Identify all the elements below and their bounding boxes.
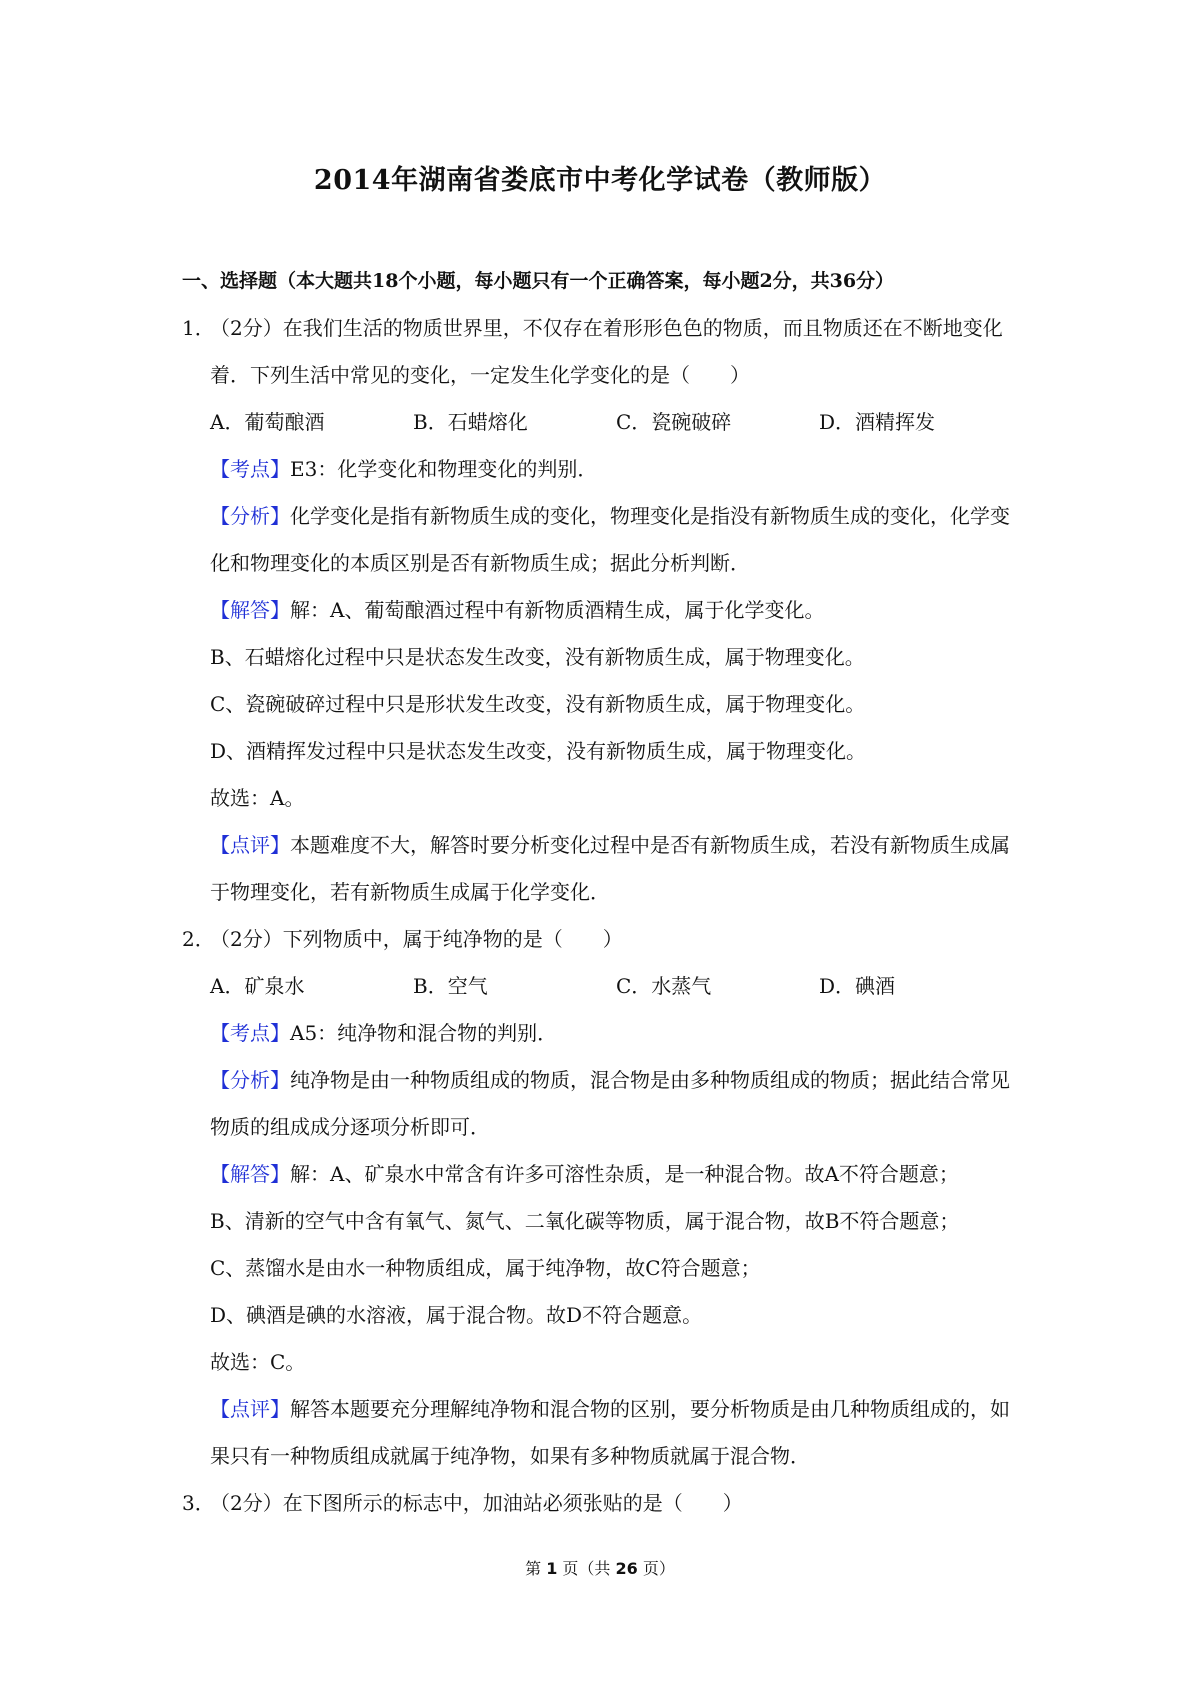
options-row xyxy=(182,963,1022,1010)
question-stem xyxy=(182,305,1022,399)
jieda-line: C、蒸馏水是由水一种物质组成，属于纯净物，故C符合题意； xyxy=(210,1256,761,1280)
footer-prefix: 第 xyxy=(525,1559,542,1578)
footer-total-pages: 26 xyxy=(615,1559,638,1578)
jieda-block xyxy=(182,1151,1022,1198)
option-a: A．矿泉水 xyxy=(210,974,305,998)
fenxi-block xyxy=(182,1057,1022,1151)
question-stem xyxy=(182,916,1022,963)
option-d: D．酒精挥发 xyxy=(819,410,936,434)
jieda-line: B、清新的空气中含有氧气、氮气、二氧化碳等物质，属于混合物，故B不符合题意； xyxy=(210,1209,960,1233)
question-number: 1． xyxy=(182,316,215,340)
document-title: 2014年湖南省娄底市中考化学试卷（教师版） xyxy=(313,165,887,196)
dianping-block xyxy=(182,822,1022,916)
option-b: B．空气 xyxy=(413,974,488,998)
options-row xyxy=(182,399,1022,446)
fenxi-tag: 【分析】 xyxy=(210,504,290,528)
kaodian-block xyxy=(182,446,1022,493)
kaodian-tag: 【考点】 xyxy=(210,1021,290,1045)
kaodian-text: A5：纯净物和混合物的判别． xyxy=(290,1021,558,1045)
jieda-line: D、碘酒是碘的水溶液，属于混合物。故D不符合题意。 xyxy=(210,1303,703,1327)
question-3 xyxy=(182,1480,1022,1527)
option-a: A．葡萄酿酒 xyxy=(210,410,325,434)
dianping-text: 本题难度不大，解答时要分析变化过程中是否有新物质生成，若没有新物质生成属于物理变化，若有新物质生成属于化学变化． xyxy=(210,833,1010,904)
answer-line: 故选：C。 xyxy=(210,1350,306,1374)
footer-page-number: 1 xyxy=(546,1559,558,1578)
footer-middle: 页（共 xyxy=(562,1559,611,1578)
section-heading: 一、选择题（本大题共18个小题，每小题只有一个正确答案，每小题2分，共36分） xyxy=(182,270,895,292)
question-number: 2． xyxy=(182,927,215,951)
fenxi-text: 化学变化是指有新物质生成的变化，物理变化是指没有新物质生成的变化，化学变化和物理变化的本质区别是否有新物质生成；据此分析判断． xyxy=(210,504,1010,575)
dianping-tag: 【点评】 xyxy=(210,833,290,857)
jieda-text: 解：A、矿泉水中常含有许多可溶性杂质，是一种混合物。故A不符合题意； xyxy=(290,1162,959,1186)
footer-suffix: 页） xyxy=(642,1559,675,1578)
kaodian-block xyxy=(182,1010,1022,1057)
jieda-line: B、石蜡熔化过程中只是状态发生改变，没有新物质生成，属于物理变化。 xyxy=(210,645,865,669)
jieda-line: C、瓷碗破碎过程中只是形状发生改变，没有新物质生成，属于物理变化。 xyxy=(210,692,866,716)
answer-line: 故选：A。 xyxy=(210,786,305,810)
question-text: （2分）下列物质中，属于纯净物的是（ ） xyxy=(210,927,623,951)
question-number: 3． xyxy=(182,1491,215,1515)
option-c: C．水蒸气 xyxy=(616,974,712,998)
question-stem xyxy=(182,1480,1022,1527)
question-list xyxy=(182,305,1022,1527)
jieda-tag: 【解答】 xyxy=(210,1162,290,1186)
kaodian-tag: 【考点】 xyxy=(210,457,290,481)
jieda-block xyxy=(182,587,1022,634)
jieda-line: D、酒精挥发过程中只是状态发生改变，没有新物质生成，属于物理变化。 xyxy=(210,739,867,763)
kaodian-text: E3：化学变化和物理变化的判别． xyxy=(290,457,598,481)
question-text: （2分）在下图所示的标志中，加油站必须张贴的是（ ） xyxy=(210,1491,743,1515)
dianping-text: 解答本题要充分理解纯净物和混合物的区别，要分析物质是由几种物质组成的，如果只有一种物质组成就属于纯净物，如果有多种物质就属于混合物． xyxy=(210,1397,1010,1468)
jieda-tag: 【解答】 xyxy=(210,598,290,622)
jieda-text: 解：A、葡萄酿酒过程中有新物质酒精生成，属于化学变化。 xyxy=(290,598,825,622)
fenxi-block xyxy=(182,493,1022,587)
question-1 xyxy=(182,305,1022,916)
option-d: D．碘酒 xyxy=(819,974,896,998)
option-c: C．瓷碗破碎 xyxy=(616,410,732,434)
fenxi-text: 纯净物是由一种物质组成的物质，混合物是由多种物质组成的物质；据此结合常见物质的组成成分逐项分析即可． xyxy=(210,1068,1010,1139)
question-text: （2分）在我们生活的物质世界里，不仅存在着形形色色的物质，而且物质还在不断地变化着．下列生活中常见的变化，一定发生化学变化的是（ ） xyxy=(210,316,1003,387)
fenxi-tag: 【分析】 xyxy=(210,1068,290,1092)
question-2 xyxy=(182,916,1022,1480)
option-b: B．石蜡熔化 xyxy=(413,410,528,434)
page-footer xyxy=(0,1556,1200,1579)
dianping-tag: 【点评】 xyxy=(210,1397,290,1421)
dianping-block xyxy=(182,1386,1022,1480)
